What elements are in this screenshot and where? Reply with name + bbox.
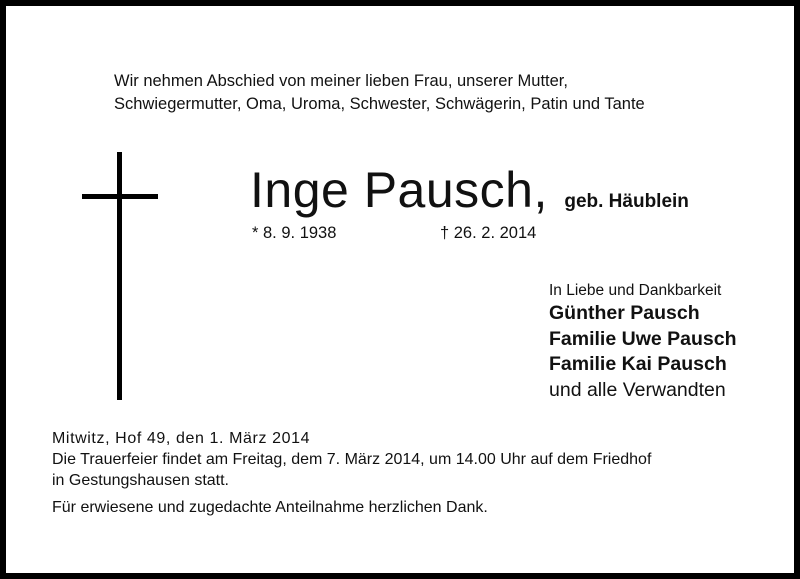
funeral-info-line-2: in Gestungshausen statt. bbox=[52, 471, 229, 489]
intro-line-2: Schwiegermutter, Oma, Uroma, Schwester, Schwägerin, Patin und Tante bbox=[114, 95, 645, 113]
funeral-info-line-1: Die Trauerfeier findet am Freitag, dem 7. März 2014, um 14.00 Uhr auf dem Friedhof bbox=[52, 451, 652, 468]
mourners-caption: In Liebe und Dankbarkeit bbox=[549, 282, 722, 299]
deceased-name: Inge Pausch bbox=[250, 162, 534, 218]
thanks-line: Für erwiesene und zugedachte Anteilnahme herzlichen Dank. bbox=[52, 499, 488, 516]
cross-horizontal-bar bbox=[82, 194, 158, 199]
cross-vertical-bar bbox=[117, 152, 122, 400]
name-comma: , bbox=[533, 162, 548, 218]
mourners-block bbox=[549, 280, 737, 403]
maiden-name: geb. Häublein bbox=[564, 191, 689, 212]
mourner-guenther: Günther Pausch bbox=[549, 302, 700, 324]
birth-date: * 8. 9. 1938 bbox=[252, 224, 337, 242]
death-date: † 26. 2. 2014 bbox=[440, 224, 537, 242]
deceased-name-row bbox=[250, 160, 689, 220]
mourner-relatives: und alle Verwandten bbox=[549, 378, 726, 401]
intro-line-1: Wir nehmen Abschied von meiner lieben Frau, unserer Mutter, bbox=[114, 72, 568, 90]
footer-text bbox=[52, 427, 651, 518]
mourner-family-kai: Familie Kai Pausch bbox=[549, 353, 727, 375]
intro-text bbox=[114, 70, 645, 116]
mourner-family-uwe: Familie Uwe Pausch bbox=[549, 327, 737, 350]
cross-icon bbox=[82, 152, 158, 402]
place-date: Mitwitz, Hof 49, den 1. März 2014 bbox=[52, 430, 311, 447]
